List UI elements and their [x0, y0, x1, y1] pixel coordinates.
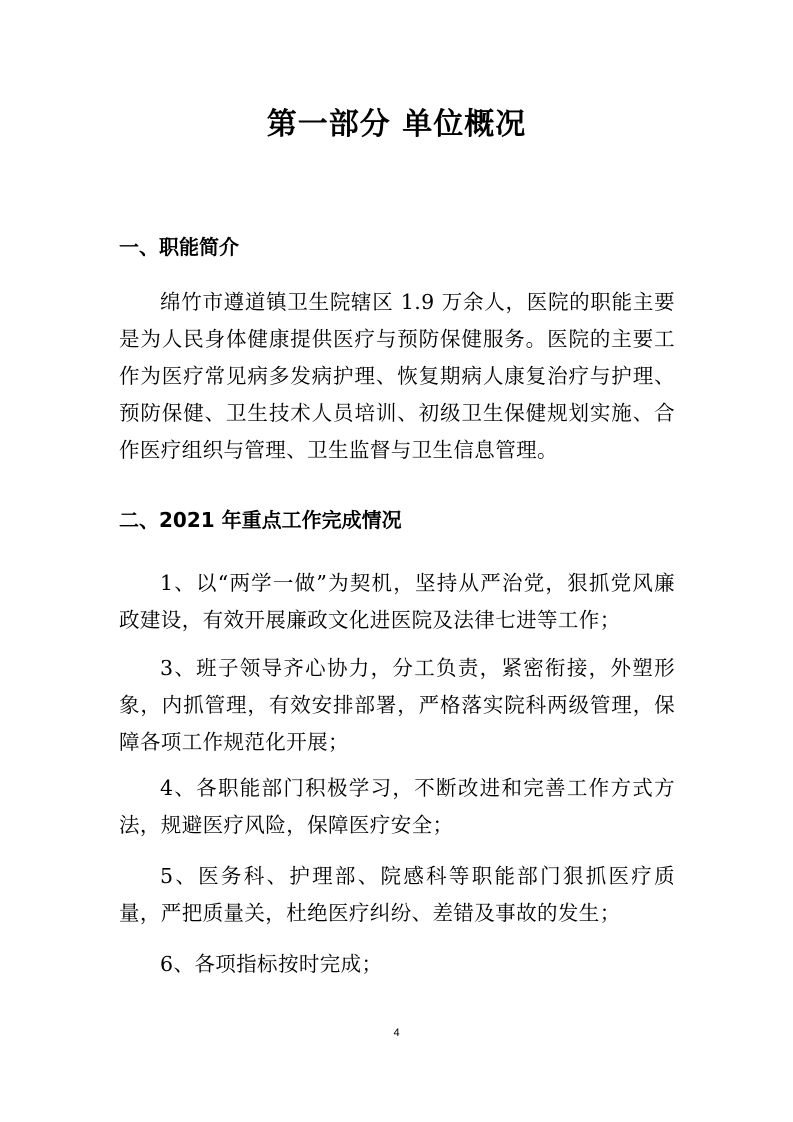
work-item-5: 5、医务科、护理部、院感科等职能部门狠抓医疗质量，严把质量关，杜绝医疗纠纷、差错及事故的发生；: [119, 864, 675, 925]
work-item-6: 6、各项指标按时完成；: [160, 952, 383, 976]
section-heading-work-summary: 二、2021 年重点工作完成情况: [119, 508, 402, 532]
page-number: 4: [393, 1027, 400, 1039]
work-item-1: 1、以“两学一做”为契机，坚持从严治党，狠抓党风廉政建设，有效开展廉政文化进医院及法律七进等工作；: [119, 571, 675, 632]
work-item-4: 4、各职能部门积极学习，不断改进和完善工作方式方法，规避医疗风险，保障医疗安全；: [119, 776, 675, 837]
functions-paragraph: 绵竹市遵道镇卫生院辖区 1.9 万余人，医院的职能主要是为人民身体健康提供医疗与预防保健服务。医院的主要工作为医疗常见病多发病护理、恢复期病人康复治疗与护理、预防保健、卫生技术人员培训、初级卫生保健规划实施、合作医疗组织与管理、卫生监督与卫生信息管理。: [119, 290, 675, 462]
section-heading-functions: 一、职能简介: [119, 235, 239, 259]
work-item-3: 3、班子领导齐心协力，分工负责，紧密衔接，外塑形象，内抓管理，有效安排部署，严格落实院科两级管理，保障各项工作规范化开展；: [119, 656, 675, 754]
page-title: 第一部分 单位概况: [266, 107, 527, 142]
